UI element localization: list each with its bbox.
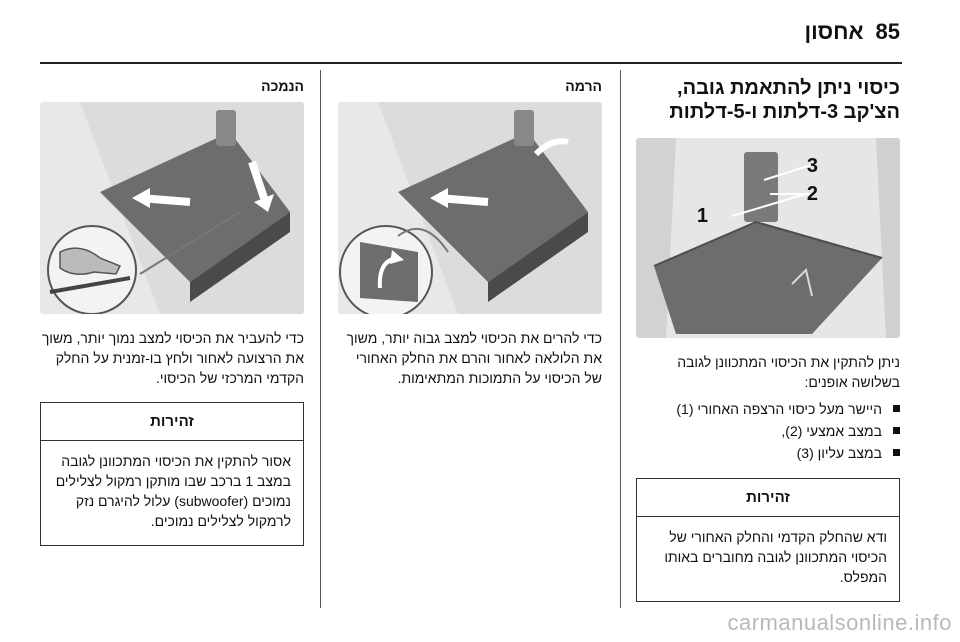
middle-column	[338, 70, 602, 388]
column-title: כיסוי ניתן להתאמת גובה, הצ'קב 3-דלתות ו-5-דלתות	[669, 77, 900, 123]
warning-text: אסור להתקין את הכיסוי המתכוונן לגובה במצב 1 ברכב שבו מותקן רמקול לצלילים נמוכים (subwoofer) עלול להיגרם נזק לרמקול לצלילים נמוכים.	[55, 453, 291, 529]
raising-figure	[338, 102, 602, 314]
callout-1: 1	[696, 205, 708, 227]
warning-text: ודא שהחלק הקדמי והחלק האחורי של הכיסוי המתכוונן לגובה מחוברים באותו המפלס.	[664, 529, 887, 585]
left-column	[40, 70, 304, 546]
page-header	[40, 14, 900, 50]
warning-box	[40, 402, 304, 546]
trunk-cover-figure	[636, 138, 900, 338]
warning-box	[636, 478, 900, 602]
right-column	[636, 70, 900, 602]
callout-2: 2	[806, 183, 818, 205]
bullet-icon	[893, 449, 900, 456]
watermark: carmanualsonline.info	[727, 610, 952, 635]
list-item: היישר מעל כיסוי הרצפה האחורי (1)	[636, 398, 900, 420]
section-title: אחסון	[804, 19, 864, 44]
column-divider	[320, 70, 321, 608]
raising-text: כדי להרים את הכיסוי למצב גבוה יותר, משוך את הלולאה לאחור והרם את החלק האחורי של הכיסוי על התמוכות המתאימות.	[346, 330, 602, 386]
column-title: הנמכה	[261, 78, 304, 94]
lowering-figure	[40, 102, 304, 314]
column-divider	[620, 70, 621, 608]
header-rule	[40, 62, 902, 64]
callout-3: 3	[806, 155, 818, 177]
warning-heading: זהירות	[41, 403, 303, 441]
page-number: 85	[875, 19, 900, 44]
position-list	[636, 398, 900, 464]
bullet-icon	[893, 427, 900, 434]
warning-heading: זהירות	[637, 479, 899, 517]
list-item: במצב עליון (3)	[636, 442, 900, 464]
bullet-icon	[893, 405, 900, 412]
intro-text: ניתן להתקין את הכיסוי המתכוונן לגובה בשלושה אופנים:	[677, 354, 900, 390]
list-item: במצב אמצעי (2),	[636, 420, 900, 442]
column-title: הרמה	[565, 78, 602, 94]
lowering-text: כדי להעביר את הכיסוי למצב נמוך יותר, משוך את הרצועה לאחור ולחץ בו-זמנית על החלק הקדמי המרכזי של הכיסוי.	[41, 330, 304, 386]
